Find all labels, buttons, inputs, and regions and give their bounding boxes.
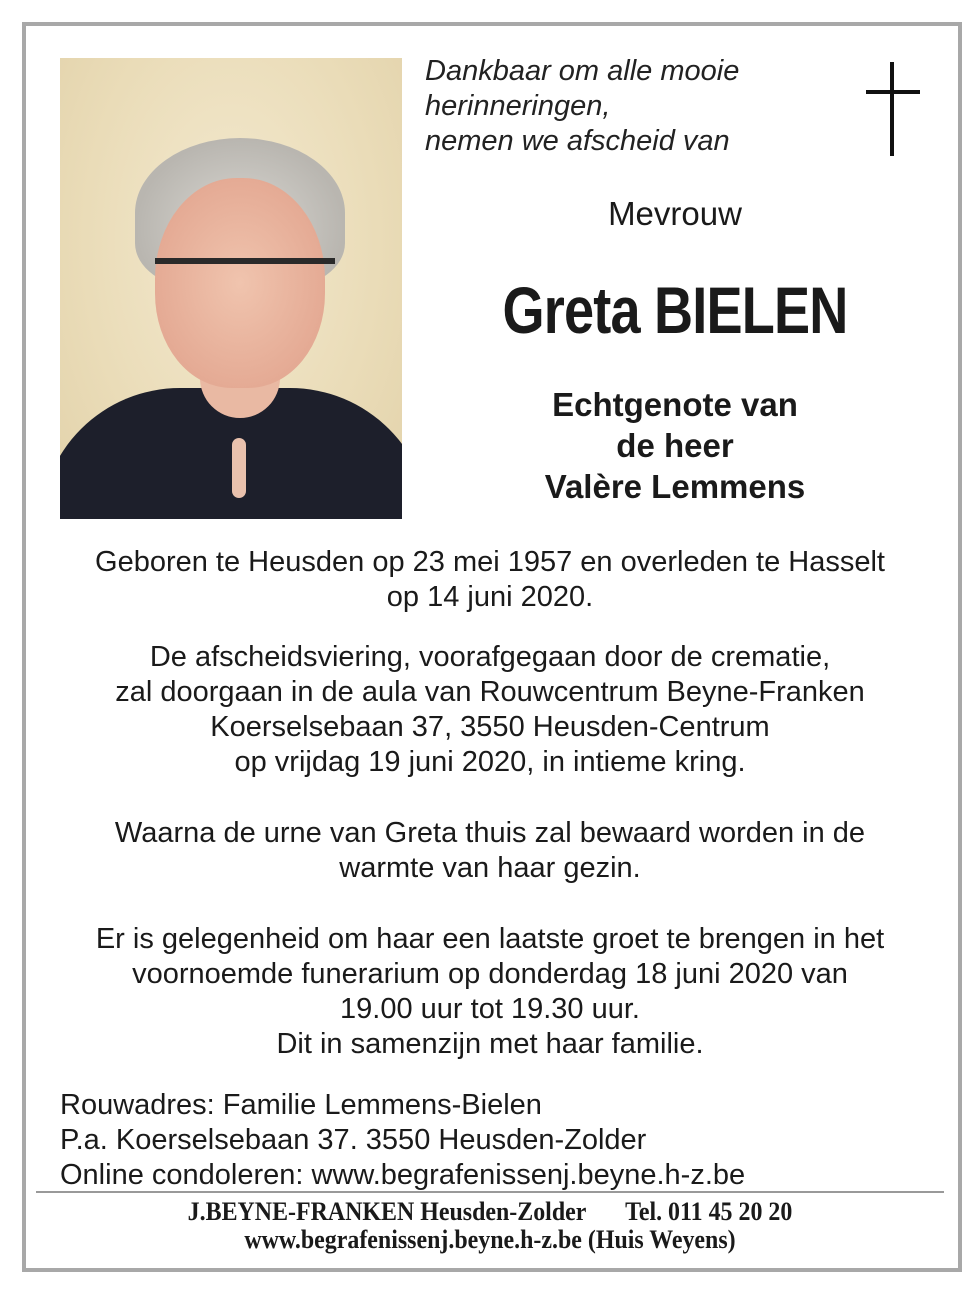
footer-website: www.begrafenissenj.beyne.h-z.be (Huis Weyens) — [244, 1225, 736, 1254]
title-prefix: Mevrouw — [608, 195, 742, 232]
portrait-photo — [60, 58, 402, 519]
spouse-info: Echtgenote van de heer Valère Lemmens — [544, 386, 806, 505]
company-phone: Tel. 011 45 20 20 — [625, 1197, 793, 1226]
visitation-paragraph: Er is gelegenheid om haar een laatste groet te brengen in het voornoemde funerarium op donderdag 18 juni 2020 van 19.00 uur tot 19.30 uur. Dit in samenzijn met haar familie. — [95, 923, 885, 1060]
deceased-name: Greta BIELEN — [502, 273, 848, 347]
birth-death-paragraph: Geboren te Heusden op 23 mei 1957 en overleden te Hasselt op 14 juni 2020. — [95, 546, 885, 613]
address-block: Rouwadres: Familie Lemmens-Bielen P.a. Koerselsebaan 37. 3550 Heusden-Zolder Online condoleren: www.begrafenissenj.beyne.h-z.be — [60, 1089, 746, 1191]
urn-paragraph: Waarna de urne van Greta thuis zal bewaard worden in de warmte van haar gezin. — [114, 817, 866, 884]
divider — [36, 1191, 944, 1193]
company-name: J.BEYNE-FRANKEN Heusden-Zolder — [187, 1197, 586, 1226]
ceremony-paragraph: De afscheidsviering, voorafgegaan door de crematie, zal doorgaan in de aula van Rouwcentrum Beyne-Franken Koerselsebaan 37, 3550 Heusden-Centrum op vrijdag 19 juni 2020, in intieme kring. — [115, 641, 865, 778]
footer-company-line — [72, 1198, 907, 1226]
intro-text: Dankbaar om alle mooie herinneringen, nemen we afscheid van — [425, 55, 740, 157]
